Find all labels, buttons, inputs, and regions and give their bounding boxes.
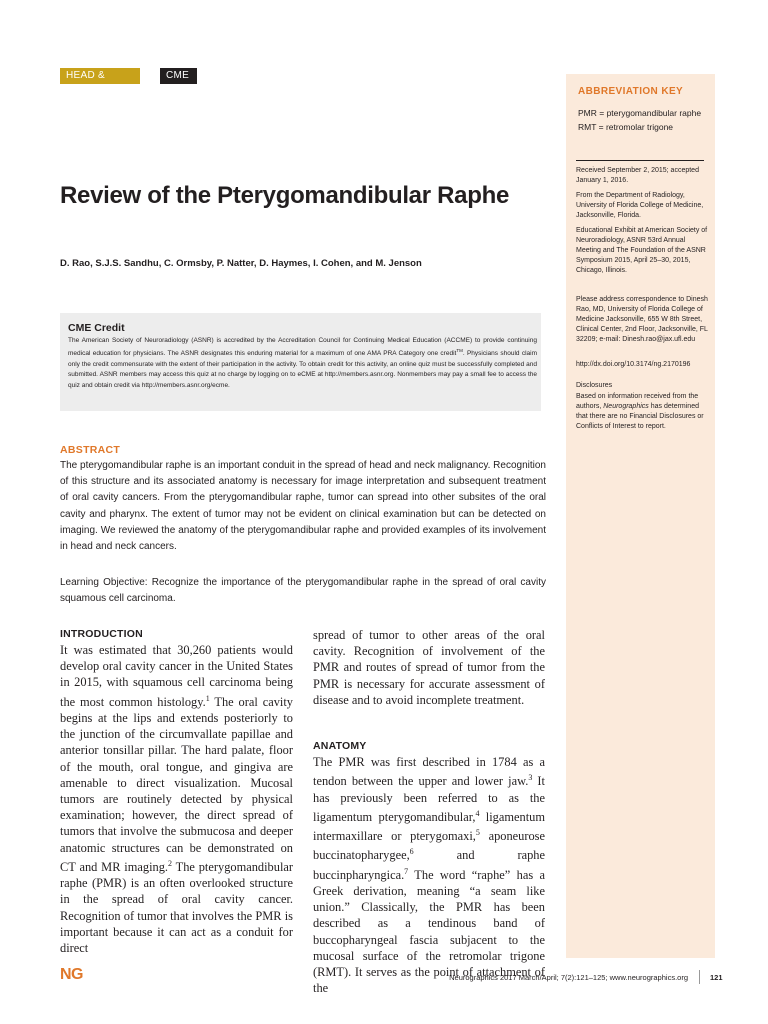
cme-credit-title: CME Credit bbox=[68, 322, 125, 334]
abbreviation-item: RMT = retromolar trigone bbox=[578, 122, 674, 132]
correspondence: Please address correspondence to Dinesh Rao, MD, University of Florida College of Medicine Jacksonville, 655 W 8th Street, Clinical Center, 2nd Floor, Jacksonville, FL 32209; e-mail: Dinesh.rao@jax.ufl.edu bbox=[576, 296, 708, 343]
footer-citation: Neurographics 2017 March/April; 7(2):121–125; www.neurographics.org bbox=[449, 973, 688, 982]
abstract-heading: ABSTRACT bbox=[60, 444, 121, 456]
anatomy-heading: ANATOMY bbox=[313, 740, 367, 752]
article-title: Review of the Pterygomandibular Raphe bbox=[60, 182, 509, 209]
abbreviation-item: PMR = pterygomandibular raphe bbox=[578, 108, 702, 118]
doi-link[interactable]: http://dx.doi.org/10.3174/ng.2170196 bbox=[576, 361, 691, 368]
cme-credit-text: The American Society of Neuroradiology (ASNR) is accredited by the Accreditation Council for Continuing Medical Education (ACCME) to provide continuing medical education for physicians. The ASNR designates this enduring material for a maximum of one AMA PRA Category one credit™. Physicians should claim only the credit commensurate with the extent of their participation in the activity. To obtain credit for this activity, an online quiz must be successfully completed and submitted. ASNR members may access this quiz at no charge by logging on to eCME at http://members.asnr.org. Nonmembers may pay a small fee to access the quiz and obtain credit via http://members.asnr.org/ecme. bbox=[68, 337, 537, 389]
journal-logo: NG bbox=[60, 966, 83, 983]
abstract-text: The pterygomandibular raphe is an important conduit in the spread of head and neck malignancy. Recognition of this structure and its associated anatomy is necessary for image interpretation and subsequent treatment of oral cavity cancers. From the pterygomandibular raphe, tumor can spread into other subsites of the oral cavity and pharynx. The extent of tumor may not be evident on clinical examination but can be detected on imaging. We reviewed the anatomy of the pterygomandibular raphe and provided examples of its involvement in head and neck cancers. bbox=[60, 460, 546, 553]
introduction-heading: INTRODUCTION bbox=[60, 628, 143, 640]
footer-divider bbox=[699, 970, 700, 984]
abbreviation-key-title: ABBREVIATION KEY bbox=[578, 86, 684, 97]
introduction-text: It was estimated that 30,260 patients would develop oral cavity cancer in the United States in 2015, with squamous cell carcinoma being the most common histology.$^1$ The oral cavity begins at the lips and extends posteriorly to the junction of the circumvallate papillae and anterior tonsillar pillar. The hard palate, floor of the mouth, oral tongue, and gingiva are amenable to direct visualization. Mucosal tumors are routinely detected by physical examination; however, the direct spread of tumors that involve the submucosa and deeper anatomic structures can be demonstrated on CT and MR imaging.$^2$ The pterygomandibular raphe (PMR) is an often overlooked structure in the spread of oral cavity cancer. Recognition of tumor that involves the PMR is important because it can act as a conduit for direct bbox=[60, 643, 294, 955]
introduction-continued: spread of tumor to other areas of the oral cavity. Recognition of involvement of the PMR and routes of spread of tumor from the PMR is necessary for accurate assessment of disease and to avoid incomplete treatment. bbox=[313, 628, 545, 707]
learning-objective: Learning Objective: Recognize the importance of the pterygomandibular raphe in the spread of oral cavity squamous cell carcinoma. bbox=[60, 577, 546, 605]
page-number: 121 bbox=[710, 973, 723, 982]
cme-tag: CME bbox=[160, 68, 197, 84]
affiliation: From the Department of Radiology, University of Florida College of Medicine, Jacksonville, Florida. bbox=[576, 192, 704, 219]
sidebar-divider bbox=[576, 160, 704, 161]
received-dates: Received September 2, 2015; accepted January 1, 2016. bbox=[576, 167, 699, 184]
section-tag: HEAD & NECK bbox=[60, 68, 140, 84]
disclosures-label: Disclosures bbox=[576, 382, 613, 389]
disclosures-text: Based on information received from the authors, Neurographics has determined that there are no Financial Disclosures or Conflicts of Interest to report. bbox=[576, 393, 704, 430]
exhibit-note: Educational Exhibit at American Society of Neuroradiology, ASNR 53rd Annual Meeting and The Foundation of the ASNR Symposium 2015, April 25–30, 2015, Chicago, Illinois. bbox=[576, 227, 708, 274]
anatomy-text: The PMR was first described in 1784 as a tendon between the upper and lower jaw.$^3$ It has previously been referred to as the ligamentum pterygomandibular,$^4$ ligamentum intermaxillare or pterygomaxi,$^5$ aponeurose buccinatopharygee,$^6$ and raphe buccinpharyngica.$^7$ The word “raphe” has a Greek derivation, meaning “a seam like union.” Classically, the PMR has been described as a tendinous band of buccopharyngeal fascia subjacent to the mucosal surface of the retromolar trigone (RMT). It serves as the point of attachment of the bbox=[313, 755, 545, 996]
author-list: D. Rao, S.J.S. Sandhu, C. Ormsby, P. Natter, D. Haymes, I. Cohen, and M. Jenson bbox=[60, 258, 422, 269]
